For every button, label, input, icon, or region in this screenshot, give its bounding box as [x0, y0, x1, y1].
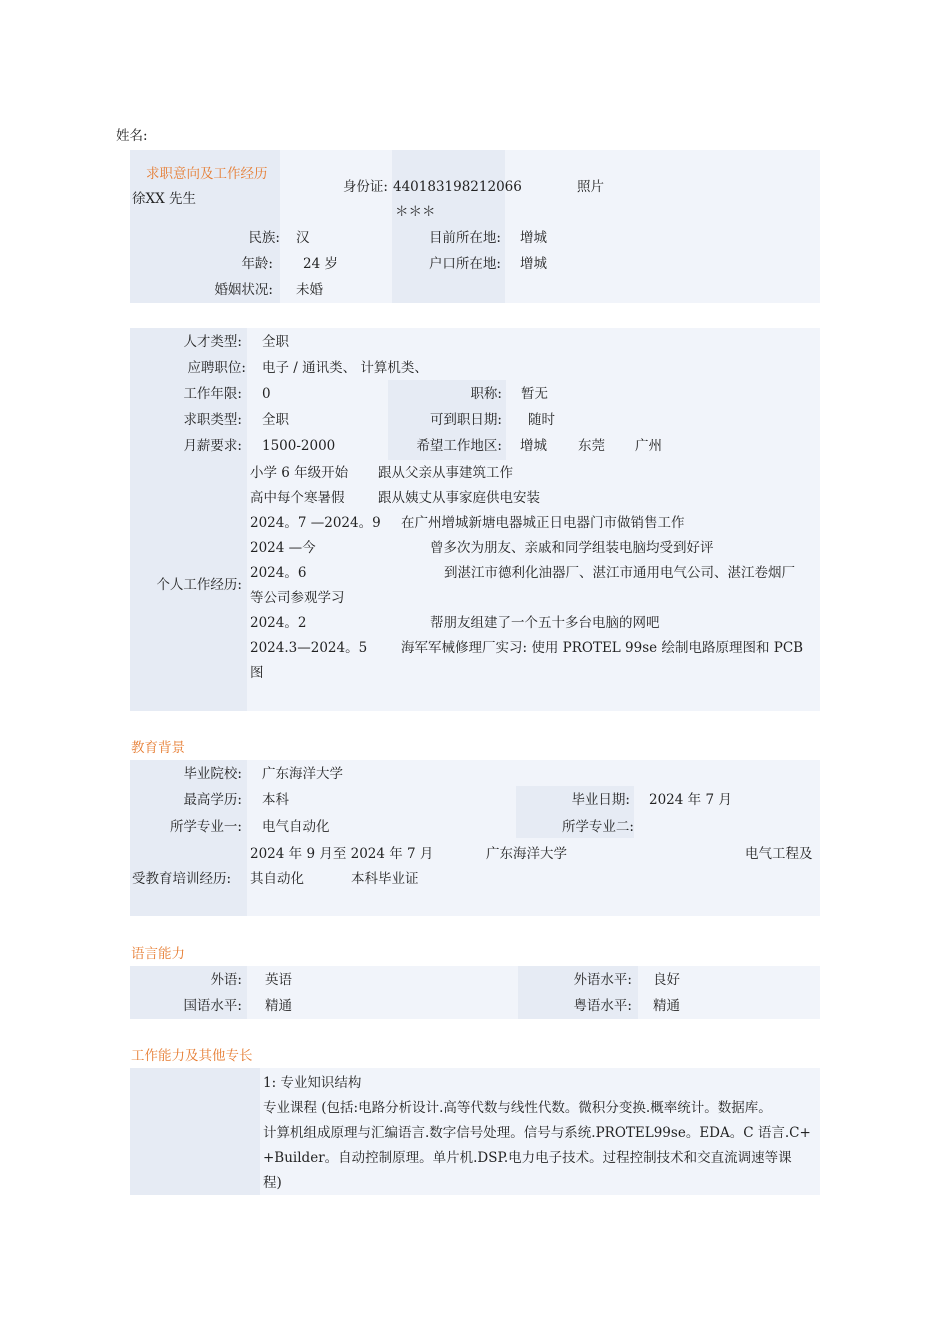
experience-desc: 到湛江市德利化油器厂、湛江市通用电气公司、湛江卷烟厂 — [444, 565, 795, 581]
area-value: 广州 — [635, 438, 662, 454]
skills-line: 程) — [263, 1175, 282, 1191]
training-major: 电气工程及 — [745, 846, 813, 862]
foreign-level-value: 良好 — [653, 972, 680, 988]
section-title-job: 求职意向及工作经历 — [146, 166, 268, 182]
hukou-label: 户口所在地: — [428, 256, 501, 272]
cantonese-value: 精通 — [653, 998, 680, 1014]
id-value-tail: ＊＊＊ — [395, 204, 436, 220]
area-value: 东莞 — [578, 438, 605, 454]
area-label: 希望工作地区: — [416, 438, 502, 454]
experience-date: 2024.3—2024。5 — [250, 640, 368, 656]
id-value: 440183198212066 — [393, 179, 522, 195]
training-major-continuation: 其自动化 — [250, 871, 304, 887]
experience-desc: 跟从姨丈从事家庭供电安装 — [378, 490, 540, 506]
position-label: 应聘职位: — [187, 360, 246, 376]
id-label: 身份证: — [342, 179, 388, 195]
school-label: 毕业院校: — [183, 766, 242, 782]
experience-date: 2024。6 — [250, 565, 307, 581]
experience-date: 高中每个寒暑假 — [250, 490, 345, 506]
age-label: 年龄: — [241, 256, 273, 272]
experience-date: 2024 —今 — [250, 540, 316, 556]
mandarin-value: 精通 — [265, 998, 292, 1014]
candidate-name: 徐XX 先生 — [132, 191, 197, 207]
cantonese-label: 粤语水平: — [573, 998, 632, 1014]
section-title-education: 教育背景 — [131, 740, 185, 756]
salary-value: 1500-2000 — [262, 438, 336, 454]
education-label-column — [130, 760, 247, 916]
experience-desc: 海军军械修理厂实习: 使用 PROTEL 99se 绘制电路原理图和 PCB — [401, 640, 804, 656]
skills-heading: 1: 专业知识结构 — [263, 1075, 362, 1091]
school-value: 广东海洋大学 — [262, 766, 343, 782]
foreign-language-label: 外语: — [210, 972, 242, 988]
experience-desc: 帮朋友组建了一个五十多台电脑的网吧 — [430, 615, 660, 631]
section-title-language: 语言能力 — [131, 946, 185, 962]
location-label: 目前所在地: — [428, 230, 501, 246]
seek-type-label: 求职类型: — [183, 412, 242, 428]
section-title-skills: 工作能力及其他专长 — [131, 1048, 253, 1064]
experience-desc: 曾多次为朋友、亲戚和同学组装电脑均受到好评 — [430, 540, 714, 556]
experience-continuation: 图 — [250, 665, 264, 681]
training-certificate: 本科毕业证 — [351, 871, 419, 887]
experience-continuation: 等公司参观学习 — [250, 590, 345, 606]
title-label: 职称: — [470, 386, 502, 402]
start-date-value: 随时 — [528, 412, 555, 428]
mandarin-label: 国语水平: — [183, 998, 242, 1014]
foreign-level-label: 外语水平: — [573, 972, 632, 988]
ethnic-label: 民族: — [248, 230, 280, 246]
start-date-label: 可到职日期: — [429, 412, 502, 428]
grad-date-value: 2024 年 7 月 — [649, 792, 732, 808]
foreign-language-value: 英语 — [265, 972, 292, 988]
experience-date: 2024。7 —2024。9 — [250, 515, 381, 531]
position-value: 电子 / 通讯类、 计算机类、 — [262, 360, 428, 376]
title-value: 暂无 — [521, 386, 548, 402]
marital-label: 婚姻状况: — [214, 282, 273, 298]
training-period: 2024 年 9 月至 2024 年 7 月 — [250, 846, 434, 862]
experience-date: 小学 6 年级开始 — [250, 465, 349, 481]
marital-value: 未婚 — [296, 282, 323, 298]
skills-line: 专业课程 (包括:电路分析设计.高等代数与线性代数。微积分变换.概率统计。数据库。 — [263, 1100, 772, 1116]
experience-date: 2024。2 — [250, 615, 307, 631]
talent-type-value: 全职 — [262, 334, 289, 350]
personal-id-column — [392, 150, 505, 303]
skills-line: +Builder。自动控制原理。单片机.DSP.电力电子技术。过程控制技术和交直流调速等课 — [263, 1150, 792, 1166]
experience-desc: 在广州增城新塘电器城正日电器门市做销售工作 — [401, 515, 685, 531]
age-value: 24 岁 — [303, 256, 338, 272]
years-value: 0 — [262, 386, 271, 402]
experience-label: 个人工作经历: — [156, 577, 242, 593]
name-label: 姓名: — [116, 128, 148, 144]
experience-desc: 跟从父亲从事建筑工作 — [378, 465, 513, 481]
major1-label: 所学专业一: — [169, 819, 242, 835]
major1-value: 电气自动化 — [262, 819, 330, 835]
grad-date-label: 毕业日期: — [571, 792, 630, 808]
photo-placeholder: 照片 — [577, 179, 604, 195]
skills-label-column — [130, 1068, 260, 1195]
area-value: 增城 — [520, 438, 547, 454]
location-value: 增城 — [520, 230, 547, 246]
degree-value: 本科 — [262, 792, 289, 808]
talent-type-label: 人才类型: — [183, 334, 242, 350]
salary-label: 月薪要求: — [183, 438, 242, 454]
seek-type-value: 全职 — [262, 412, 289, 428]
ethnic-value: 汉 — [296, 230, 310, 246]
hukou-value: 增城 — [520, 256, 547, 272]
years-label: 工作年限: — [183, 386, 242, 402]
training-school: 广东海洋大学 — [486, 846, 567, 862]
skills-line: 计算机组成原理与汇编语言.数字信号处理。信号与系统.PROTEL99se。EDA。C 语言.C+ — [263, 1125, 811, 1141]
degree-label: 最高学历: — [183, 792, 242, 808]
training-label: 受教育培训经历: — [132, 871, 232, 887]
major2-label: 所学专业二: — [561, 819, 634, 835]
